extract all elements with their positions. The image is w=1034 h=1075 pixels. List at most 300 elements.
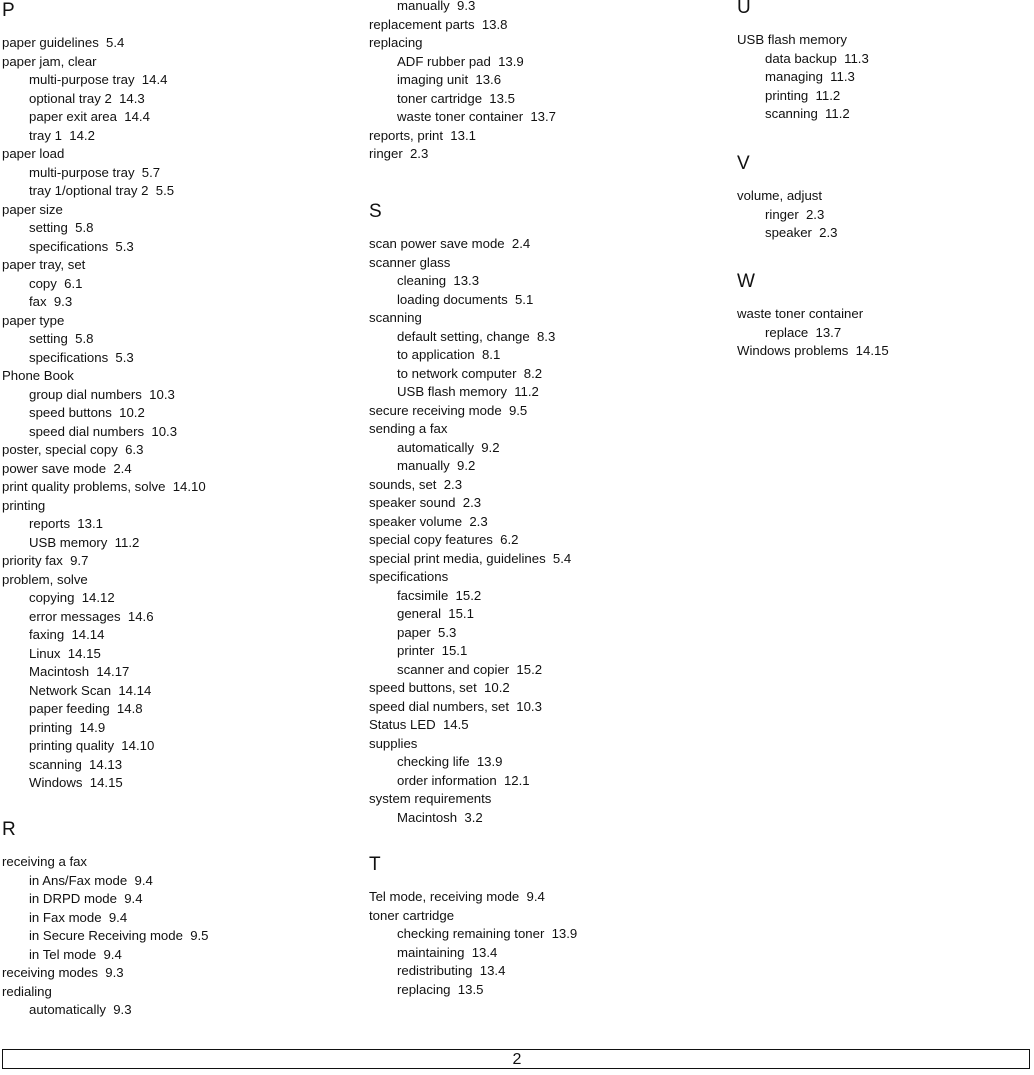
entry-page-number: 8.2	[523, 365, 543, 381]
entry-term: default setting, change	[397, 328, 530, 344]
entry-term: in Fax mode	[29, 909, 102, 925]
entry-page-number: 10.3	[151, 423, 178, 439]
entry-page-number: 2.4	[113, 460, 132, 476]
index-subentry	[737, 87, 840, 106]
entry-term: ringer	[765, 206, 799, 222]
entry-page-number: 9.2	[481, 439, 500, 455]
entry-page-number: 15.2	[516, 661, 543, 677]
entry-term: problem, solve	[2, 571, 88, 587]
index-entry	[2, 497, 45, 516]
index-subentry	[2, 737, 154, 756]
entry-term: scanning	[29, 756, 82, 772]
entry-page-number: 9.3	[105, 965, 124, 980]
entry-page-number: 14.15	[67, 645, 101, 661]
entry-term: printing	[2, 497, 46, 513]
entry-page-number: 11.2	[114, 534, 140, 550]
entry-page-number: 9.2	[457, 458, 476, 473]
entry-page-number: 6.3	[125, 442, 144, 457]
index-entry	[2, 312, 64, 331]
entry-page-number: 13.4	[479, 963, 506, 978]
entry-page-number: 10.3	[516, 698, 542, 714]
entry-term: paper guidelines	[2, 35, 99, 50]
entry-term: paper	[397, 624, 431, 640]
index-subentry	[369, 272, 479, 291]
entry-term: speaker sound	[369, 495, 456, 510]
entry-page-number: 13.3	[453, 273, 480, 288]
entry-page-number: 14.2	[69, 127, 95, 143]
index-subentry	[737, 68, 855, 87]
index-subentry	[2, 534, 139, 553]
entry-term: waste toner container	[397, 109, 524, 124]
index-entry	[2, 201, 63, 220]
index-subentry	[2, 645, 101, 664]
index-entry	[369, 420, 447, 439]
entry-term: to network computer	[397, 365, 517, 381]
index-subentry	[369, 53, 524, 72]
entry-term: Network Scan	[29, 682, 112, 698]
entry-page-number: 14.5	[442, 717, 469, 732]
index-subentry	[737, 105, 850, 124]
index-entry	[2, 983, 52, 1002]
index-subentry	[2, 626, 104, 645]
section-letter-v: V	[737, 153, 750, 174]
entry-page-number: 9.3	[53, 294, 73, 309]
entry-term: in Ans/Fax mode	[29, 872, 128, 888]
entry-page-number: 14.15	[855, 343, 889, 358]
index-subentry	[369, 605, 474, 624]
entry-page-number: 13.5	[457, 981, 484, 997]
entry-term: poster, special copy	[2, 442, 118, 457]
entry-term: toner cartridge	[369, 907, 455, 923]
entry-term: speed buttons, set	[369, 680, 477, 695]
index-subentry	[369, 346, 500, 365]
entry-term: manually	[397, 0, 450, 13]
entry-term: speed dial numbers, set	[369, 698, 510, 714]
index-entry	[369, 716, 469, 735]
entry-term: Status LED	[369, 717, 436, 732]
entry-term: printer	[397, 643, 435, 658]
index-entry	[2, 145, 64, 164]
index-subentry	[369, 624, 456, 643]
index-subentry	[2, 774, 123, 793]
entry-page-number: 14.15	[89, 775, 123, 790]
entry-term: checking life	[397, 754, 470, 769]
entry-term: receiving modes	[2, 965, 99, 980]
index-subentry	[369, 642, 467, 661]
entry-term: paper jam, clear	[2, 53, 97, 69]
index-subentry	[369, 90, 515, 109]
entry-term: copy	[29, 275, 57, 291]
section-letter-t: T	[369, 854, 381, 875]
entry-page-number: 14.4	[124, 109, 150, 124]
index-entry	[2, 256, 85, 275]
index-entry	[369, 127, 476, 146]
index-entry	[369, 568, 448, 587]
index-subentry	[369, 753, 503, 772]
entry-page-number: 9.4	[526, 889, 545, 904]
entry-page-number: 9.5	[190, 928, 209, 943]
entry-term: speaker volume	[369, 513, 463, 529]
index-entry	[369, 513, 488, 532]
entry-page-number: 3.2	[464, 809, 483, 825]
entry-page-number: 14.9	[79, 719, 106, 735]
index-subentry	[369, 71, 501, 90]
entry-page-number: 14.8	[116, 701, 143, 716]
entry-page-number: 11.2	[815, 87, 841, 103]
index-subentry	[369, 383, 539, 402]
entry-term: scanning	[765, 106, 818, 121]
index-entry	[737, 31, 847, 50]
entry-page-number: 14.14	[71, 627, 105, 642]
entry-term: USB memory	[29, 534, 108, 550]
index-subentry	[2, 682, 151, 701]
entry-page-number: 13.7	[815, 324, 842, 340]
entry-page-number: 2.3	[805, 206, 825, 222]
entry-page-number: 6.2	[500, 532, 519, 547]
entry-term: faxing	[29, 627, 65, 642]
index-subentry	[2, 127, 95, 146]
index-subentry	[2, 275, 82, 294]
index-subentry	[369, 291, 533, 310]
entry-term: optional tray 2	[29, 90, 112, 106]
entry-page-number: 13.7	[530, 109, 557, 124]
index-entry	[2, 478, 206, 497]
section-letter-w: W	[737, 271, 755, 292]
entry-page-number: 13.4	[471, 944, 498, 960]
index-entry	[2, 460, 132, 479]
entry-term: specifications	[29, 349, 109, 365]
entry-page-number: 13.5	[489, 90, 515, 106]
entry-term: replacing	[397, 981, 451, 997]
entry-term: redistributing	[397, 963, 473, 978]
entry-term: Windows problems	[737, 343, 849, 358]
index-entry	[2, 853, 87, 872]
entry-term: system requirements	[369, 791, 492, 806]
index-subentry	[2, 182, 174, 201]
entry-page-number: 14.3	[119, 90, 145, 106]
index-subentry	[737, 224, 838, 243]
entry-term: loading documents	[397, 291, 508, 307]
index-entry	[369, 531, 518, 550]
index-entry	[369, 790, 491, 809]
index-subentry	[2, 946, 122, 965]
index-subentry	[369, 962, 505, 981]
entry-page-number: 15.2	[455, 587, 482, 603]
entry-page-number: 9.4	[103, 946, 122, 962]
entry-term: redialing	[2, 983, 52, 999]
index-subentry	[369, 944, 497, 963]
entry-page-number: 10.3	[149, 386, 175, 402]
index-subentry	[369, 809, 483, 828]
entry-page-number: 14.13	[89, 756, 123, 772]
entry-term: Phone Book	[2, 368, 74, 383]
entry-term: multi-purpose tray	[29, 164, 135, 180]
index-subentry	[369, 328, 555, 347]
entry-page-number: 13.8	[481, 16, 508, 32]
index-subentry	[2, 219, 93, 238]
index-subentry	[2, 589, 115, 608]
entry-term: copying	[29, 590, 75, 605]
entry-page-number: 10.2	[119, 405, 145, 420]
entry-term: USB flash memory	[737, 32, 847, 47]
entry-page-number: 5.3	[115, 349, 134, 365]
entry-page-number: 8.3	[536, 328, 556, 344]
entry-term: multi-purpose tray	[29, 72, 135, 87]
entry-term: automatically	[397, 439, 474, 455]
index-subentry	[2, 1001, 132, 1020]
index-subentry	[2, 927, 209, 946]
entry-term: maintaining	[397, 944, 465, 960]
entry-term: speaker	[765, 225, 812, 240]
entry-page-number: 2.3	[462, 495, 482, 510]
index-subentry	[737, 206, 824, 225]
index-subentry	[2, 515, 103, 534]
index-entry	[737, 187, 822, 206]
entry-term: paper tray, set	[2, 257, 86, 272]
entry-page-number: 12.1	[503, 772, 530, 788]
entry-term: reports	[29, 516, 71, 531]
entry-term: specifications	[29, 238, 109, 254]
entry-term: order information	[397, 772, 497, 788]
entry-term: Macintosh	[29, 664, 90, 679]
entry-page-number: 10.2	[484, 680, 510, 695]
index-entry	[2, 34, 124, 53]
entry-term: paper exit area	[29, 109, 117, 124]
index-subentry	[369, 108, 556, 127]
entry-term: fax	[29, 294, 47, 309]
entry-term: replacing	[369, 35, 423, 50]
index-subentry	[2, 238, 134, 257]
entry-term: setting	[29, 331, 68, 346]
entry-page-number: 13.6	[475, 72, 502, 87]
index-entry	[369, 735, 417, 754]
entry-page-number: 13.9	[476, 754, 503, 769]
entry-term: checking remaining toner	[397, 926, 545, 941]
index-subentry	[2, 386, 175, 405]
entry-page-number: 13.1	[450, 127, 476, 143]
entry-term: scanner glass	[369, 254, 451, 270]
index-subentry	[2, 71, 167, 90]
entry-term: toner cartridge	[397, 90, 483, 106]
index-subentry	[2, 293, 72, 312]
entry-term: tray 1	[29, 127, 62, 143]
entry-page-number: 6.1	[64, 275, 83, 291]
index-subentry	[2, 330, 93, 349]
entry-term: supplies	[369, 735, 418, 751]
index-subentry	[369, 439, 500, 458]
entry-term: print quality problems, solve	[2, 479, 166, 494]
entry-term: scanner and copier	[397, 661, 510, 677]
index-entry	[2, 552, 88, 571]
index-subentry	[369, 925, 577, 944]
entry-term: replace	[765, 324, 809, 340]
entry-page-number: 5.7	[141, 164, 161, 180]
index-entry	[369, 254, 450, 273]
index-subentry	[2, 909, 127, 928]
index-subentry	[369, 457, 475, 476]
index-entry	[369, 402, 527, 421]
entry-term: tray 1/optional tray 2	[29, 183, 149, 198]
index-subentry	[369, 772, 530, 791]
entry-term: paper load	[2, 146, 65, 161]
entry-term: secure receiving mode	[369, 402, 502, 418]
entry-page-number: 5.8	[75, 331, 94, 346]
index-subentry	[2, 663, 129, 682]
index-subentry	[2, 164, 160, 183]
entry-term: data backup	[765, 50, 837, 66]
entry-page-number: 14.6	[127, 608, 154, 624]
entry-term: paper size	[2, 201, 63, 217]
entry-term: ringer	[369, 146, 403, 161]
entry-page-number: 9.4	[134, 872, 153, 888]
entry-page-number: 11.3	[830, 69, 855, 84]
entry-page-number: 2.3	[409, 146, 429, 161]
entry-term: printing	[29, 719, 73, 735]
index-entry	[369, 309, 422, 328]
index-entry	[369, 235, 530, 254]
section-letter-u: U	[737, 0, 751, 18]
entry-term: sending a fax	[369, 421, 448, 436]
entry-term: ADF rubber pad	[397, 53, 491, 69]
entry-term: receiving a fax	[2, 854, 88, 869]
index-subentry	[2, 700, 143, 719]
section-letter-p: P	[2, 0, 15, 21]
index-subentry	[369, 587, 481, 606]
index-subentry	[2, 349, 134, 368]
entry-term: speed buttons	[29, 405, 112, 420]
entry-term: volume, adjust	[737, 188, 823, 203]
entry-page-number: 13.9	[498, 53, 524, 69]
index-entry	[369, 494, 481, 513]
entry-page-number: 11.2	[514, 384, 539, 399]
entry-term: special print media, guidelines	[369, 550, 546, 566]
entry-term: replacement parts	[369, 16, 475, 32]
entry-term: sounds, set	[369, 476, 437, 492]
entry-term: special copy features	[369, 532, 493, 547]
entry-term: Tel mode, receiving mode	[369, 889, 520, 904]
entry-term: paper feeding	[29, 701, 110, 716]
entry-term: scan power save mode	[369, 236, 505, 251]
index-entry	[369, 679, 510, 698]
index-subentry	[2, 872, 153, 891]
entry-page-number: 5.1	[514, 291, 534, 307]
entry-term: in Tel mode	[29, 946, 97, 962]
entry-term: error messages	[29, 608, 121, 624]
index-entry	[2, 441, 143, 460]
index-entry	[369, 907, 454, 926]
entry-term: Windows	[29, 775, 83, 790]
entry-page-number: 2.4	[511, 236, 531, 251]
entry-page-number: 2.3	[443, 476, 463, 492]
entry-page-number: 14.12	[81, 590, 115, 605]
entry-term: printing quality	[29, 738, 115, 753]
index-subentry	[2, 756, 122, 775]
entry-term: printing	[765, 87, 809, 103]
entry-page-number: 11.2	[825, 106, 850, 121]
entry-term: in DRPD mode	[29, 891, 117, 906]
entry-term: manually	[397, 458, 450, 473]
section-letter-s: S	[369, 201, 382, 222]
index-subentry	[2, 90, 145, 109]
entry-page-number: 5.3	[437, 624, 457, 640]
entry-page-number: 14.17	[96, 664, 130, 679]
entry-term: Macintosh	[397, 809, 458, 825]
index-entry	[2, 964, 124, 983]
entry-page-number: 9.3	[113, 1002, 132, 1017]
index-subentry	[737, 324, 841, 343]
entry-page-number: 8.1	[481, 347, 501, 362]
entry-term: setting	[29, 220, 68, 235]
index-entry	[369, 476, 462, 495]
entry-page-number: 14.10	[121, 738, 155, 753]
entry-term: in Secure Receiving mode	[29, 928, 183, 943]
entry-page-number: 9.4	[108, 909, 128, 925]
index-subentry	[2, 719, 105, 738]
entry-page-number: 2.3	[819, 225, 838, 240]
index-entry	[2, 571, 88, 590]
index-subentry	[369, 0, 475, 16]
entry-page-number: 11.3	[844, 50, 869, 66]
entry-term: automatically	[29, 1002, 106, 1017]
entry-term: to application	[397, 347, 475, 362]
entry-page-number: 5.3	[115, 238, 134, 254]
index-subentry	[369, 661, 542, 680]
entry-page-number: 13.9	[551, 926, 578, 941]
entry-page-number: 5.4	[106, 35, 125, 50]
index-entry	[737, 305, 863, 324]
section-letter-r: R	[2, 819, 16, 840]
index-entry	[369, 888, 545, 907]
index-entry	[369, 698, 542, 717]
index-entry	[2, 53, 97, 72]
entry-term: group dial numbers	[29, 386, 142, 402]
entry-term: reports, print	[369, 127, 444, 143]
entry-page-number: 5.5	[155, 183, 175, 198]
entry-page-number: 13.1	[77, 516, 103, 531]
entry-page-number: 5.4	[552, 550, 572, 566]
entry-term: speed dial numbers	[29, 423, 145, 439]
index-subentry	[2, 890, 143, 909]
index-entry	[2, 367, 74, 386]
entry-page-number: 14.4	[141, 72, 168, 87]
index-entry	[369, 550, 571, 569]
index-entry	[369, 145, 428, 164]
index-subentry	[2, 404, 145, 423]
index-subentry	[2, 423, 177, 442]
entry-page-number: 14.14	[118, 682, 152, 698]
entry-term: paper type	[2, 312, 65, 328]
entry-page-number: 5.8	[75, 220, 94, 235]
entry-term: waste toner container	[737, 306, 864, 321]
index-entry	[737, 342, 889, 361]
entry-term: managing	[765, 69, 823, 84]
entry-term: imaging unit	[397, 72, 469, 87]
index-subentry	[369, 981, 483, 1000]
entry-page-number: 14.10	[172, 479, 206, 494]
entry-page-number: 2.3	[469, 513, 488, 529]
page-number: 2	[512, 1051, 522, 1068]
entry-page-number: 9.3	[457, 0, 476, 13]
entry-term: cleaning	[397, 273, 447, 288]
entry-page-number: 15.1	[441, 643, 468, 658]
entry-page-number: 9.4	[124, 891, 143, 906]
index-entry	[369, 16, 507, 35]
entry-term: USB flash memory	[397, 384, 507, 399]
index-entry	[369, 34, 423, 53]
entry-term: power save mode	[2, 460, 107, 476]
entry-page-number: 15.1	[448, 606, 474, 621]
index-subentry	[737, 50, 869, 69]
